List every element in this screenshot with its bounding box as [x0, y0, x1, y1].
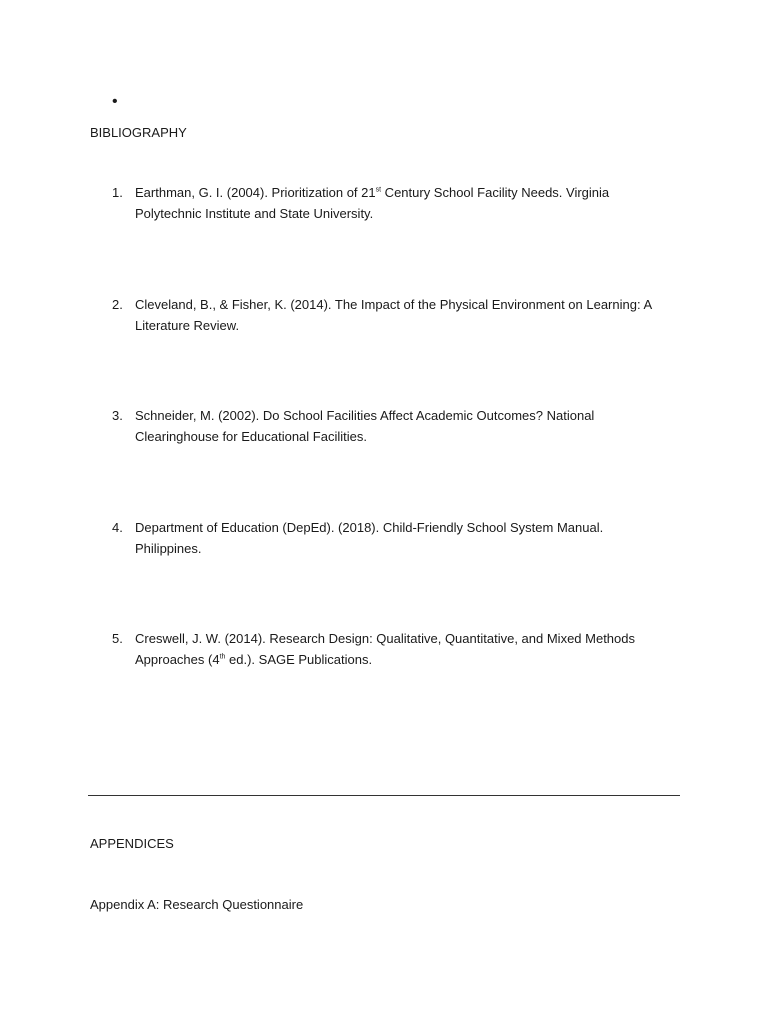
reference-text [135, 183, 672, 224]
reference-text-part: Earthman, G. I. (2004). Prioritization of 21 [135, 185, 376, 200]
reference-text: Schneider, M. (2002). Do School Facilities Affect Academic Outcomes? National Clearinghouse for Educational Facilities. [135, 408, 595, 444]
reference-text-part: Century School Facility Needs. Virginia Polytechnic Institute and State University. [135, 185, 610, 221]
reference-item [112, 183, 672, 224]
appendices-heading: APPENDICES [90, 836, 174, 851]
reference-number: 1. [112, 185, 123, 200]
ordinal-superscript: st [375, 186, 382, 194]
empty-bullet-point: • [112, 93, 118, 110]
appendix-item: Appendix A: Research Questionnaire [90, 897, 304, 912]
reference-text-part: Creswell, J. W. (2014). Research Design: Qualitative, Quantitative, and Mixed Methods Approaches (4 [135, 631, 635, 667]
horizontal-divider [88, 795, 680, 796]
reference-number: 3. [112, 408, 123, 423]
ordinal-superscript: th [219, 653, 226, 661]
reference-number: 2. [112, 297, 123, 312]
reference-number: 5. [112, 631, 123, 646]
reference-text: Department of Education (DepEd). (2018). Child-Friendly School System Manual. Philippines. [135, 520, 604, 556]
reference-item [112, 295, 672, 336]
reference-number: 4. [112, 520, 123, 535]
reference-text-part: ed.). SAGE Publications. [225, 651, 373, 667]
reference-item [112, 518, 672, 559]
bibliography-heading: BIBLIOGRAPHY [90, 125, 187, 140]
reference-text: Cleveland, B., & Fisher, K. (2014). The Impact of the Physical Environment on Learning: A Literature Review. [135, 297, 652, 333]
reference-item [112, 629, 672, 670]
reference-text [135, 629, 672, 670]
reference-item [112, 406, 672, 447]
